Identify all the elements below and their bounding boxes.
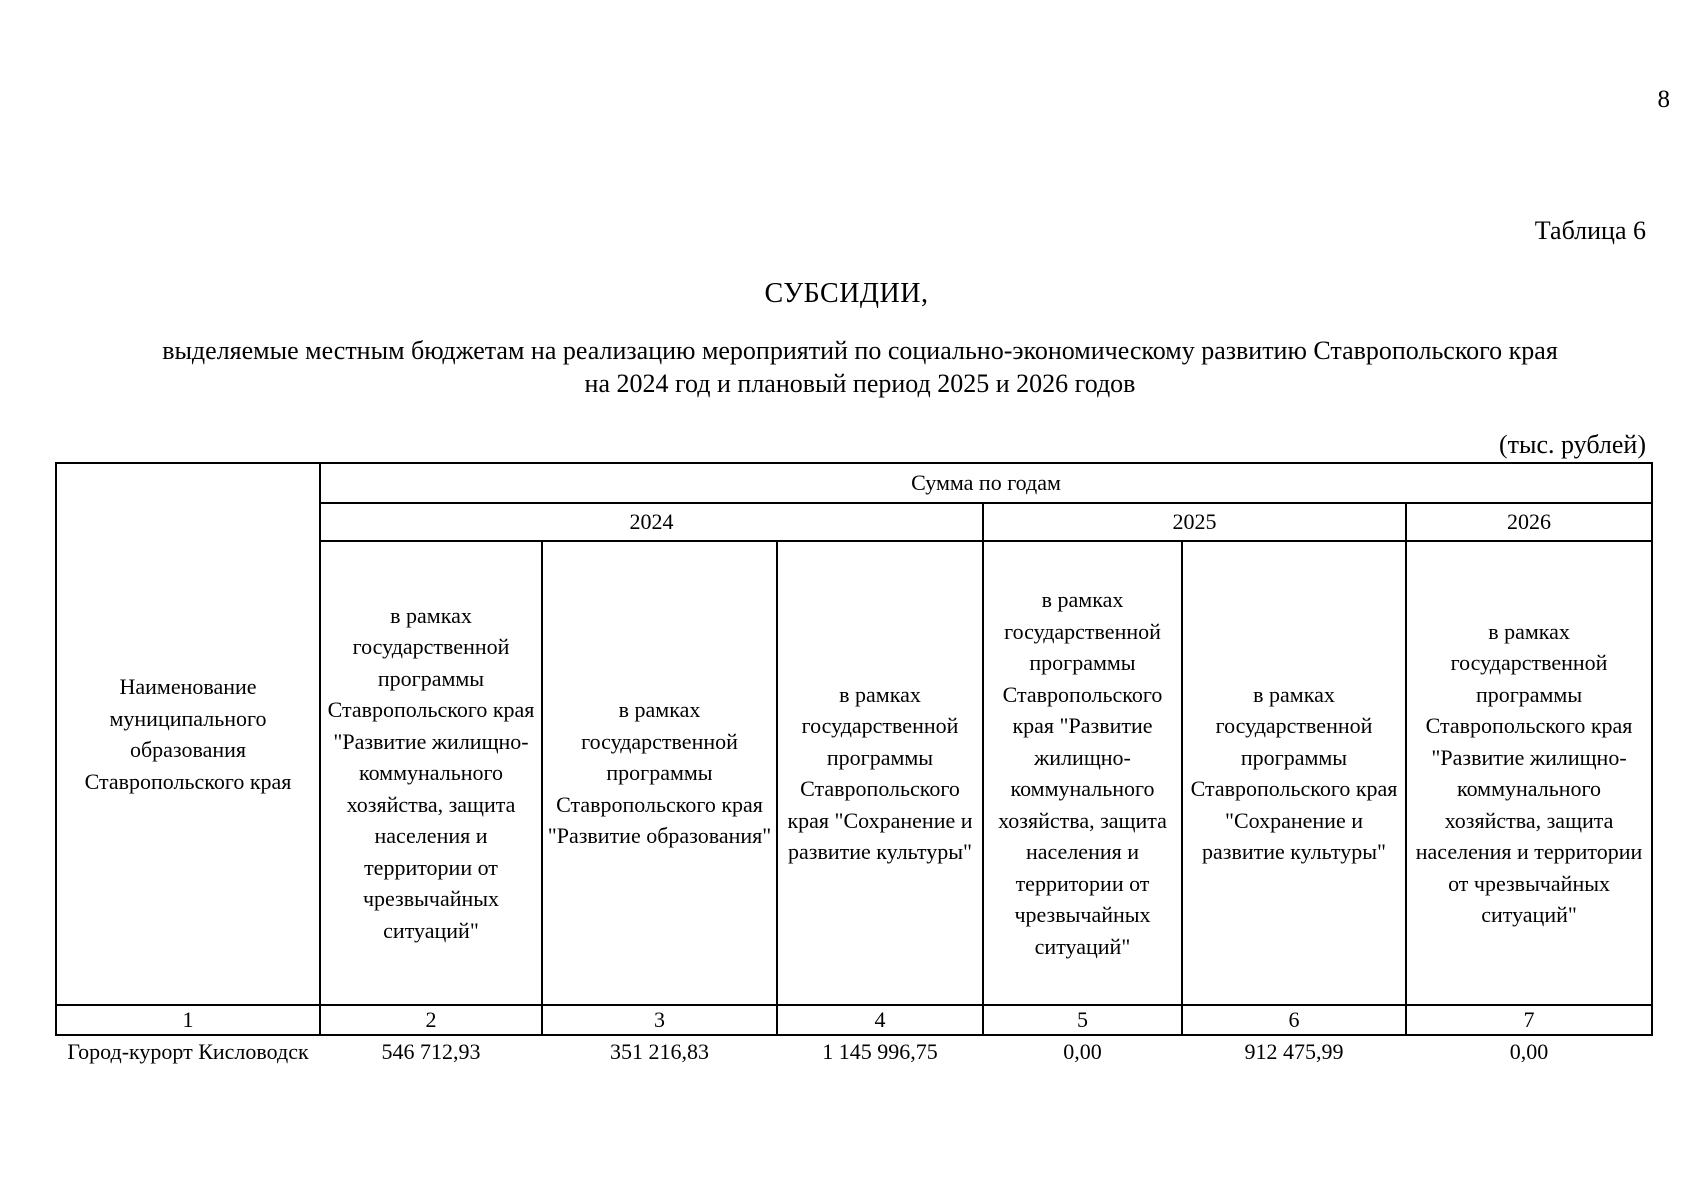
- column-number-6: 6: [1182, 1005, 1406, 1035]
- column-number-7: 7: [1406, 1005, 1652, 1035]
- value-cell: 546 712,93: [381, 1039, 481, 1064]
- municipality-name: Город-курорт Кисловодск: [67, 1039, 309, 1064]
- value-cell: 0,00: [1063, 1039, 1102, 1064]
- document-title: СУБСИДИИ,: [764, 278, 929, 309]
- column-number-4: 4: [777, 1005, 983, 1035]
- value-cell: 1 145 996,75: [822, 1039, 938, 1064]
- year-header-2024: 2024: [320, 503, 983, 541]
- column-header-2: в рамках государственной программы Ставропольского края "Развитие жилищно-коммунального хозяйства, защита населения и территории от чрезвычайных ситуаций": [320, 541, 542, 1005]
- column-header-4: в рамках государственной программы Ставропольского края "Сохранение и развитие культуры": [777, 541, 983, 1005]
- column-header-3: в рамках государственной программы Ставропольского края "Развитие образования": [542, 541, 777, 1005]
- table-row: [56, 1035, 1652, 1068]
- table-label: Таблица 6: [1534, 216, 1646, 245]
- municipality-name-header: Наименование муниципального образования Ставропольского края: [56, 463, 320, 1005]
- column-number-1: 1: [56, 1005, 320, 1035]
- column-number-2: 2: [320, 1005, 542, 1035]
- value-cell: 912 475,99: [1244, 1039, 1344, 1064]
- column-number-5: 5: [983, 1005, 1182, 1035]
- column-header-6: в рамках государственной программы Ставропольского края "Сохранение и развитие культуры": [1182, 541, 1406, 1005]
- column-number-3: 3: [542, 1005, 777, 1035]
- value-cell: 0,00: [1509, 1039, 1549, 1064]
- subtitle-line-2: на 2024 год и плановый период 2025 и 2026 годов: [584, 369, 1136, 398]
- subtitle-line-1: выделяемые местным бюджетам на реализацию мероприятий по социально-экономическому развитию Ставропольского края: [162, 336, 1558, 365]
- document-subtitle: [40, 334, 1680, 400]
- units-label: (тыс. рублей): [1498, 430, 1646, 459]
- column-header-5: в рамках государственной программы Ставропольского края "Развитие жилищно-коммунального хозяйства, защита населения и территории от чрезвычайных ситуаций": [983, 541, 1182, 1005]
- page-number: 8: [1657, 86, 1670, 113]
- sum-by-years-header: Сумма по годам: [320, 463, 1652, 503]
- year-header-2026: 2026: [1406, 503, 1652, 541]
- value-cell: 351 216,83: [610, 1039, 709, 1064]
- subsidies-table: [55, 462, 1653, 1068]
- year-header-2025: 2025: [983, 503, 1406, 541]
- column-header-7: в рамках государственной программы Ставропольского края "Развитие жилищно-коммунального хозяйства, защита населения и территории от чрезвычайных ситуаций": [1406, 541, 1652, 1005]
